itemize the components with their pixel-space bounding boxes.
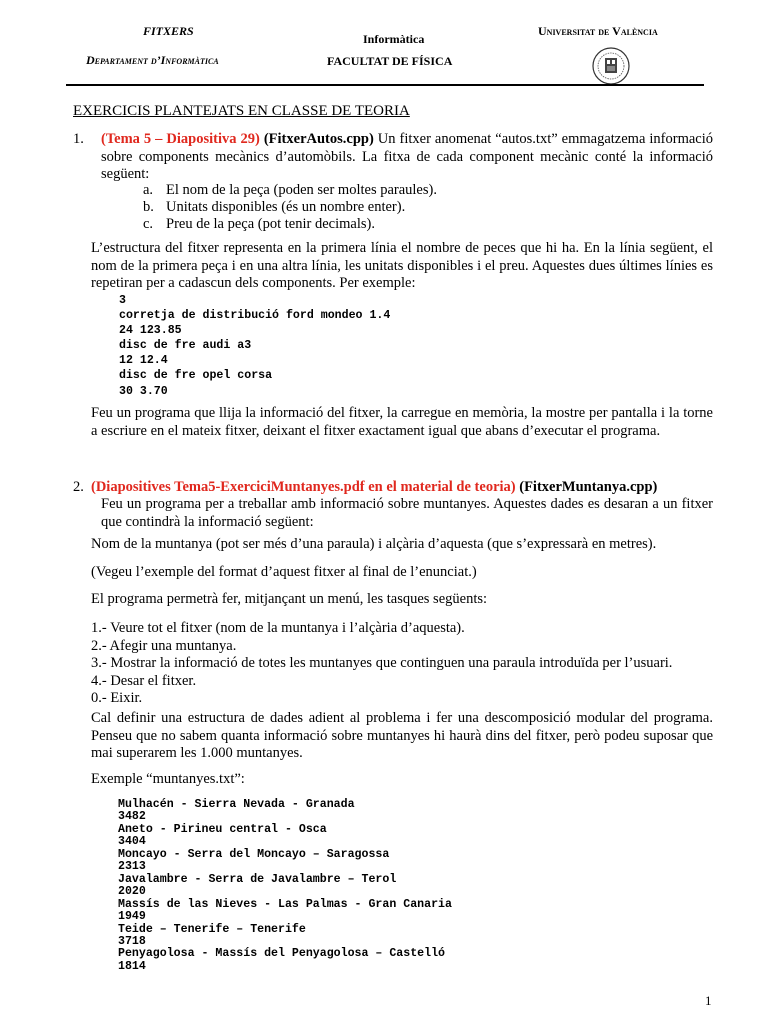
code-line: 3482 xyxy=(118,810,146,824)
code-line: 1949 xyxy=(118,910,146,924)
exercise-1-example xyxy=(119,293,390,399)
code-line: 2313 xyxy=(118,860,146,874)
header-faculty: FACULTAT DE FÍSICA xyxy=(327,54,453,68)
menu-item: 4.- Desar el fitxer. xyxy=(91,672,197,689)
menu-item: 3.- Mostrar la informació de totes les muntanyes que continguen una paraula introduïda per l’usuari. xyxy=(91,655,673,672)
exercise-2-define: Cal definir una estructura de dades adient al problema i fer una descomposició modular del programa. Penseu que no sabem quanta informació sobre muntanyes hi haurà dins del fitxer, però podeu suposar que mai superarem les 1.000 muntanyes. xyxy=(91,710,713,762)
code-line: Mulhacén - Sierra Nevada - Granada xyxy=(118,798,355,811)
list-item: El nom de la peça (poden ser moltes paraules). xyxy=(166,182,437,198)
code-line: 3404 xyxy=(118,835,146,849)
code-line: Javalambre - Serra de Javalambre – Terol xyxy=(118,872,397,886)
exercise-2-example-label: Exemple “muntanyes.txt”: xyxy=(91,771,245,787)
menu-item: 1.- Veure tot el fitxer (nom de la muntanya i l’alçària d’aquesta). xyxy=(91,620,465,636)
header-section-label: FITXERS xyxy=(143,24,194,38)
list-item-letter: b. xyxy=(143,199,154,215)
exercise-1-number: 1. xyxy=(73,131,84,147)
exercise-2-example xyxy=(118,799,452,973)
code-line: Teide – Tenerife – Tenerife xyxy=(118,922,306,936)
list-item: Unitats disponibles (és un nombre enter). xyxy=(166,199,406,215)
page-title: EXERCICIS PLANTEJATS EN CLASSE DE TEORIA xyxy=(73,103,410,119)
exercise-2-menu xyxy=(91,620,713,708)
exercise-2-heading xyxy=(91,479,715,497)
page-number: 1 xyxy=(705,993,712,1008)
code-line: Massís de las Nieves - Las Palmas - Gran Canaria xyxy=(118,897,452,911)
exercise-2-menu-intro: El programa permetrà fer, mitjançant un menú, les tasques següents: xyxy=(91,591,488,607)
header-university: Universitat de València xyxy=(538,24,658,38)
code-line: 12 12.4 xyxy=(119,354,168,368)
header-divider xyxy=(66,84,704,86)
exercise-2-reference: (Diapositives Tema5-ExerciciMuntanyes.pdf en el material de teoria) xyxy=(91,479,516,495)
header-subject: Informàtica xyxy=(363,32,425,46)
exercise-1-structure: L’estructura del fitxer representa en la primera línia el nombre de peces que hi ha. En la línia següent, el nom de la primera peça i en una altra línia, les unitats disponibles i el preu. Aquestes dues últimes línies es repetiran per a cadascun dels components. Per exemple: xyxy=(91,240,713,292)
exercise-1-description: Un fitxer anomenat “autos.txt” emmagatzema informació sobre components mecànics d’automòbils. La fitxa de cada component mecànic conté la informació següent: xyxy=(101,131,714,183)
code-line: disc de fre audi a3 xyxy=(119,339,252,353)
code-line: corretja de distribució ford mondeo 1.4 xyxy=(119,309,391,323)
header-department: Departament d’Informàtica xyxy=(86,53,219,67)
list-item: Preu de la peça (pot tenir decimals). xyxy=(166,216,375,232)
menu-item: 2.- Afegir una muntanya. xyxy=(91,637,237,654)
menu-item: 0.- Eixir. xyxy=(91,690,143,707)
exercise-2-filename: (FitxerMuntanya.cpp) xyxy=(519,479,658,495)
exercise-1-task: Feu un programa que llija la informació del fitxer, la carregue en memòria, la mostre per pantalla i la torne a escriure en el mateix fitxer, deixant el fitxer exactament igual que abans d’executar el programa. xyxy=(91,405,713,439)
exercise-2-intro: Feu un programa per a treballar amb informació sobre muntanyes. Aquestes dades es desaran a un fitxer que contindrà la informació següent: xyxy=(101,496,713,530)
exercise-2-fields: Nom de la muntanya (pot ser més d’una paraula) i alçària d’aquesta (que s’expressarà en metres). xyxy=(91,536,657,552)
code-line: 3 xyxy=(119,294,126,307)
code-line: 24 123.85 xyxy=(119,324,182,338)
exercise-2-see-note: (Vegeu l’exemple del format d’aquest fitxer al final de l’enunciat.) xyxy=(91,564,477,580)
code-line: 2020 xyxy=(118,885,146,899)
list-item-letter: a. xyxy=(143,182,154,198)
code-line: disc de fre opel corsa xyxy=(119,369,273,383)
code-line: 30 3.70 xyxy=(119,384,168,398)
list-item-letter: c. xyxy=(143,216,154,232)
code-line: Penyagolosa - Massís del Penyagolosa – Castelló xyxy=(118,947,445,961)
exercise-1-reference: (Tema 5 – Diapositiva 29) xyxy=(101,131,260,147)
university-seal-icon xyxy=(591,46,631,86)
code-line: 3718 xyxy=(118,934,146,948)
exercise-1-filename: (FitxerAutos.cpp) xyxy=(263,131,374,147)
code-line: 1814 xyxy=(118,959,146,973)
code-line: Moncayo - Serra del Moncayo – Saragossa xyxy=(118,847,390,861)
code-line: Aneto - Pirineu central - Osca xyxy=(118,822,327,836)
exercise-2-number: 2. xyxy=(73,479,84,495)
exercise-1-intro xyxy=(101,131,713,184)
